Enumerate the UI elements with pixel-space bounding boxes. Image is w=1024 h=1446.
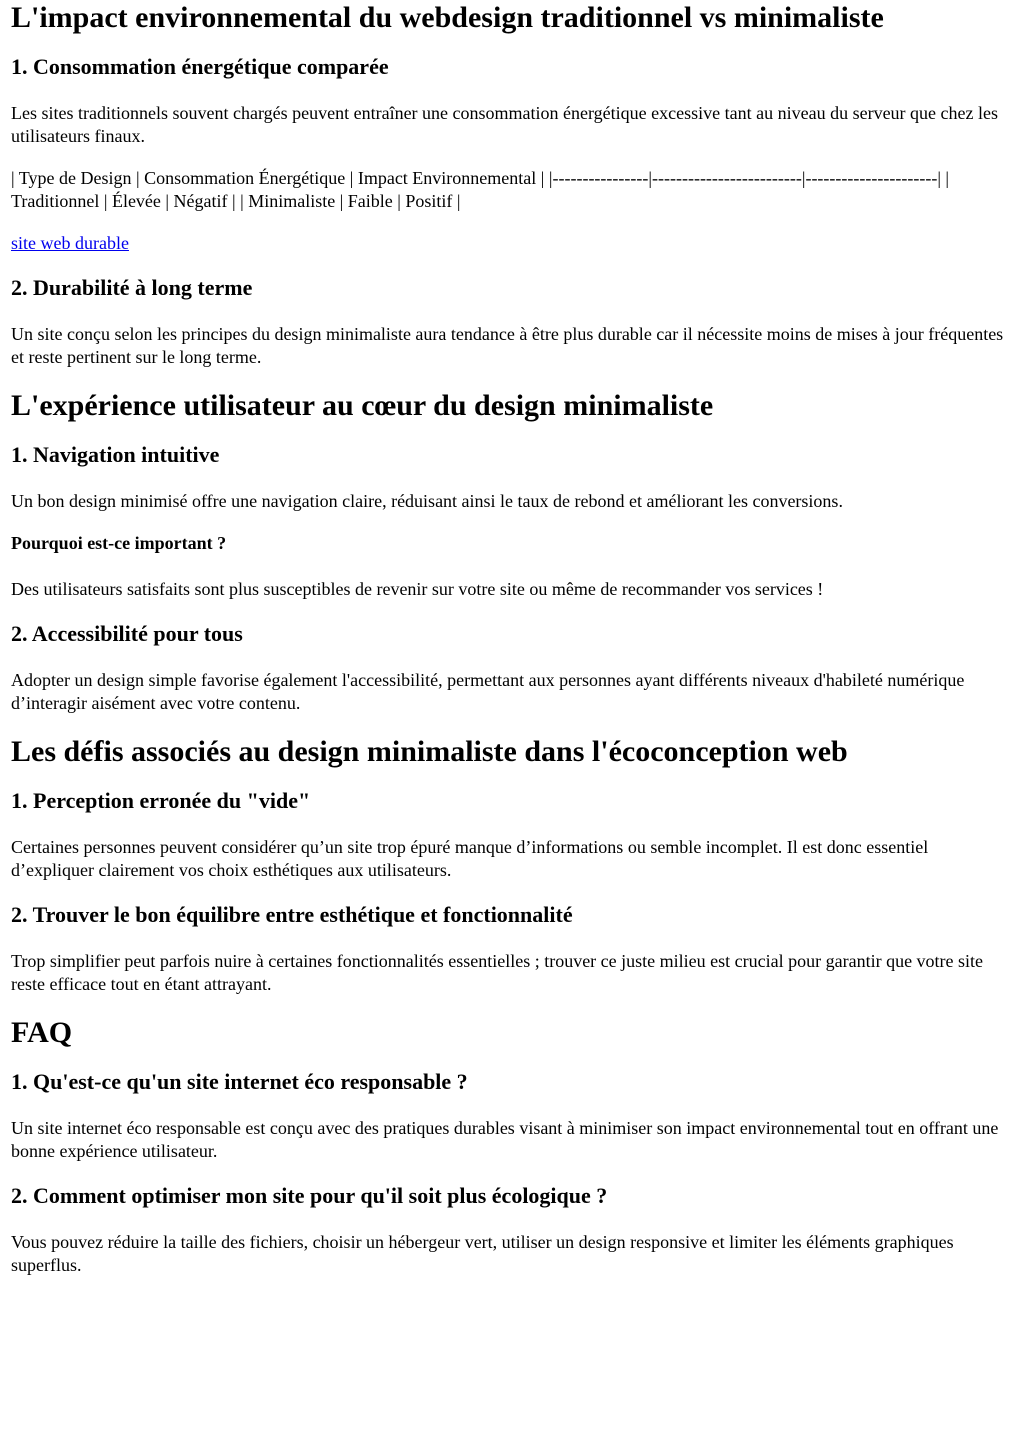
subheading-balance: 2. Trouver le bon équilibre entre esthétique et fonctionnalité <box>11 902 573 927</box>
subheading-energy-consumption: 1. Consommation énergétique comparée <box>11 54 389 79</box>
link-paragraph <box>11 232 1013 255</box>
subheading-long-term-durability: 2. Durabilité à long terme <box>11 275 253 300</box>
sustainable-website-link[interactable]: site web durable <box>11 233 129 253</box>
section-heading-user-experience: L'expérience utilisateur au cœur du design minimaliste <box>11 389 714 422</box>
faq-answer-optimize: Vous pouvez réduire la taille des fichiers, choisir un hébergeur vert, utiliser un design responsive et limiter les éléments graphiques superflus. <box>11 1232 954 1275</box>
paragraph-satisfied-users: Des utilisateurs satisfaits sont plus susceptibles de revenir sur votre site ou même de recommander vos services ! <box>11 579 824 599</box>
subheading-empty-perception: 1. Perception erronée du "vide" <box>11 788 311 813</box>
article <box>11 0 1013 1277</box>
paragraph-empty-perception: Certaines personnes peuvent considérer qu’un site trop épuré manque d’informations ou semble incomplet. Il est donc essentiel d’expliquer clairement vos choix esthétiques aux utilisateurs. <box>11 837 929 880</box>
faq-question-optimize: 2. Comment optimiser mon site pour qu'il soit plus écologique ? <box>11 1183 608 1208</box>
section-heading-faq: FAQ <box>11 1016 73 1049</box>
subheading-intuitive-navigation: 1. Navigation intuitive <box>11 442 220 467</box>
faq-answer-eco-site: Un site internet éco responsable est conçu avec des pratiques durables visant à minimiser son impact environnemental tout en offrant une bonne expérience utilisateur. <box>11 1118 999 1161</box>
minor-heading-why-important: Pourquoi est-ce important ? <box>11 533 227 553</box>
section-heading-environmental-impact: L'impact environnemental du webdesign traditionnel vs minimaliste <box>11 1 884 34</box>
paragraph-intuitive-navigation: Un bon design minimisé offre une navigation claire, réduisant ainsi le taux de rebond et améliorant les conversions. <box>11 491 843 511</box>
paragraph-design-table-text: | Type de Design | Consommation Énergétique | Impact Environnemental | |----------------|-------------------------|----------------------| | Traditionnel | Élevée | Négatif | | Minimaliste | Faible | Positif | <box>11 168 950 211</box>
faq-question-eco-site: 1. Qu'est-ce qu'un site internet éco responsable ? <box>11 1069 468 1094</box>
paragraph-balance: Trop simplifier peut parfois nuire à certaines fonctionnalités essentielles ; trouver ce juste milieu est crucial pour garantir que votre site reste efficace tout en étant attrayant. <box>11 951 984 994</box>
subheading-accessibility: 2. Accessibilité pour tous <box>11 621 243 646</box>
paragraph-accessibility: Adopter un design simple favorise également l'accessibilité, permettant aux personnes ayant différents niveaux d'habileté numérique d’interagir aisément avec votre contenu. <box>11 670 965 713</box>
section-heading-challenges: Les défis associés au design minimaliste dans l'écoconception web <box>11 735 848 768</box>
paragraph-long-term-durability: Un site conçu selon les principes du design minimaliste aura tendance à être plus durable car il nécessite moins de mises à jour fréquentes et reste pertinent sur le long terme. <box>11 324 1004 367</box>
paragraph-energy-consumption: Les sites traditionnels souvent chargés peuvent entraîner une consommation énergétique excessive tant au niveau du serveur que chez les utilisateurs finaux. <box>11 103 999 146</box>
